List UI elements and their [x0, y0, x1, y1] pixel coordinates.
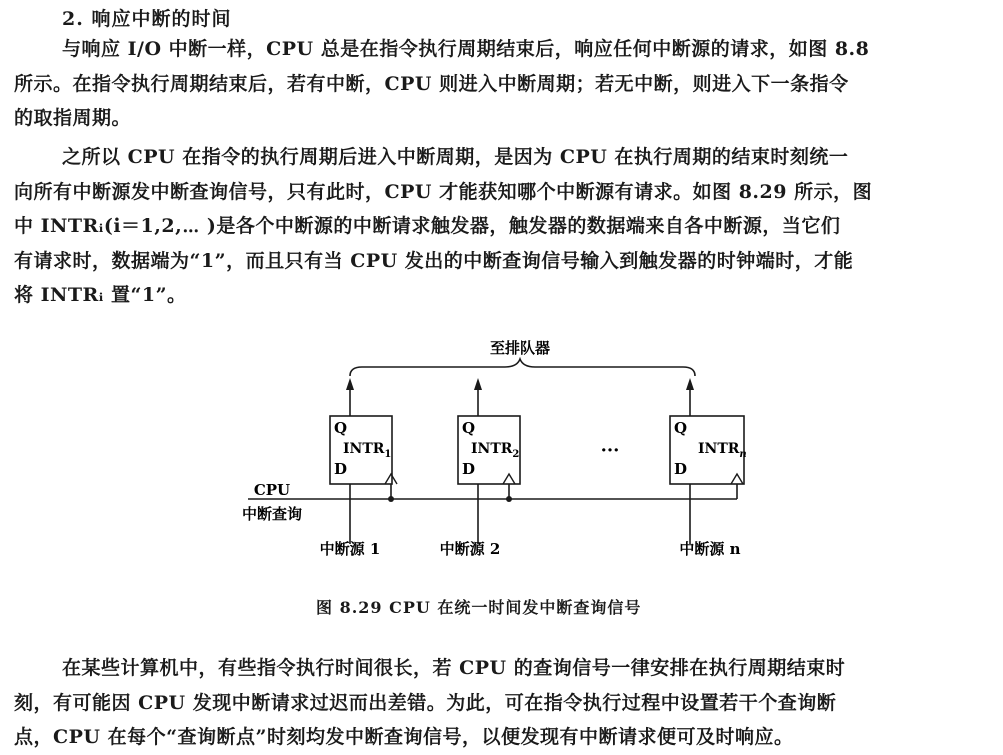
ellipsis: ··· — [600, 440, 620, 461]
top-label: 至排队器 — [489, 339, 551, 357]
source-label: 中断源 2 — [439, 540, 501, 558]
flipflop-intrn — [670, 378, 747, 558]
paragraph-line: 向所有中断源发中断查询信号，只有此时，CPU 才能获知哪个中断源有请求。如图 8.29 所示，图 — [14, 180, 873, 203]
flipflop-intr2 — [440, 378, 520, 558]
flipflop-name: $INTR_1$ — [343, 441, 392, 460]
d-label: D — [334, 460, 348, 478]
paragraph-2 — [14, 140, 990, 313]
flipflop-intr1 — [320, 378, 397, 558]
figure-8-29-diagram — [220, 334, 780, 574]
figure-caption: 图 8.29 CPU 在统一时间发中断查询信号 — [316, 598, 642, 617]
arrow-up-icon — [474, 378, 482, 390]
source-label: 中断源 1 — [319, 540, 381, 558]
d-label: D — [462, 460, 476, 478]
arrow-up-icon — [686, 378, 694, 390]
clock-triangle-icon — [385, 474, 397, 484]
paragraph-line: 在某些计算机中，有些指令执行时间很长，若 CPU 的查询信号一律安排在执行周期结束时 — [62, 657, 846, 679]
flipflop-name: $INTR_2$ — [471, 441, 520, 460]
paragraph-line: 与响应 I/O 中断一样，CPU 总是在指令执行周期结束后，响应任何中断源的请求，如图 8.8 — [62, 38, 870, 60]
paragraph-line: 将 INTRᵢ 置“1”。 — [14, 284, 187, 306]
paragraph-line: 的取指周期。 — [14, 107, 132, 129]
paragraph-line: 所示。在指令执行周期结束后，若有中断，CPU 则进入中断周期；若无中断，则进入下一条指令 — [14, 72, 849, 95]
source-label: 中断源 n — [679, 540, 741, 558]
d-label: D — [674, 460, 688, 478]
q-label: Q — [462, 419, 476, 437]
q-label: Q — [334, 419, 348, 437]
paragraph-line: 有请求时，数据端为“1”，而且只有当 CPU 发出的中断查询信号输入到触发器的时钟端时，才能 — [14, 249, 854, 272]
clock-triangle-icon — [731, 474, 743, 484]
paragraph-3 — [14, 651, 990, 755]
paragraph-line: 刻，有可能因 CPU 发现中断请求过迟而出差错。为此，可在指令执行过程中设置若干个查询断 — [14, 691, 837, 714]
flipflop-name: $INTR_n$ — [698, 441, 747, 460]
paragraph-line: 中 INTRᵢ(i＝1,2,⋯ )是各个中断源的中断请求触发器，触发器的数据端来自各中断源，当它们 — [14, 215, 841, 237]
query-label: 中断查询 — [241, 505, 303, 523]
cpu-label: CPU — [253, 481, 291, 499]
arrow-up-icon — [346, 378, 354, 390]
clock-triangle-icon — [503, 474, 515, 484]
section-heading: 2. 响应中断的时间 — [62, 8, 232, 30]
paragraph-1 — [14, 32, 990, 136]
paragraph-line: 点，CPU 在每个“查询断点”时刻均发中断查询信号，以便发现有中断请求便可及时响应。 — [14, 726, 794, 748]
q-label: Q — [674, 419, 688, 437]
brace — [350, 359, 695, 376]
paragraph-line: 之所以 CPU 在指令的执行周期后进入中断周期，是因为 CPU 在执行周期的结束时刻统一 — [62, 146, 849, 168]
